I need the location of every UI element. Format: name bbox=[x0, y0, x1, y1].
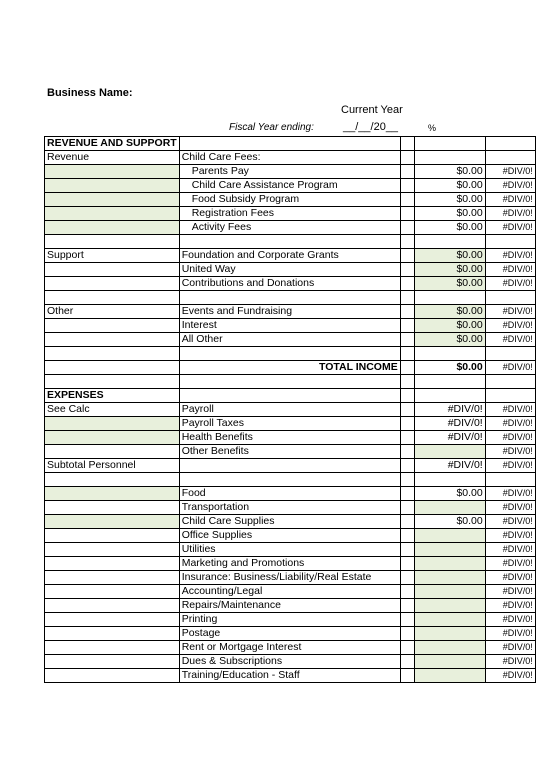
table-row bbox=[45, 249, 536, 263]
percent-cell: #DIV/0! bbox=[485, 669, 535, 683]
category-cell[interactable]: Other bbox=[45, 305, 180, 319]
table-row bbox=[45, 613, 536, 627]
amount-cell[interactable] bbox=[414, 235, 485, 249]
category-cell[interactable] bbox=[45, 193, 180, 207]
percent-cell: #DIV/0! bbox=[485, 459, 535, 473]
amount-cell[interactable] bbox=[414, 543, 485, 557]
table-row bbox=[45, 235, 536, 249]
category-cell[interactable]: REVENUE AND SUPPORT bbox=[45, 137, 180, 151]
table-row bbox=[45, 599, 536, 613]
amount-cell[interactable]: #DIV/0! bbox=[414, 417, 485, 431]
percent-cell bbox=[485, 235, 535, 249]
spacer-cell bbox=[400, 277, 414, 291]
spacer-cell bbox=[400, 305, 414, 319]
description-cell[interactable]: Child Care Assistance Program bbox=[179, 179, 400, 193]
amount-cell[interactable]: $0.00 bbox=[414, 221, 485, 235]
spacer-cell bbox=[400, 389, 414, 403]
category-cell[interactable]: Support bbox=[45, 249, 180, 263]
table-row bbox=[45, 137, 536, 151]
table-row bbox=[45, 389, 536, 403]
spacer-cell bbox=[400, 445, 414, 459]
description-cell[interactable] bbox=[179, 291, 400, 305]
spacer-cell bbox=[400, 333, 414, 347]
spacer-cell bbox=[400, 249, 414, 263]
amount-cell[interactable] bbox=[414, 557, 485, 571]
spacer-cell bbox=[400, 165, 414, 179]
percent-cell: #DIV/0! bbox=[485, 305, 535, 319]
amount-cell[interactable] bbox=[414, 445, 485, 459]
table-row bbox=[45, 501, 536, 515]
category-cell[interactable] bbox=[45, 641, 180, 655]
category-cell[interactable]: EXPENSES bbox=[45, 389, 180, 403]
spacer-cell bbox=[400, 627, 414, 641]
description-cell[interactable]: Food Subsidy Program bbox=[179, 193, 400, 207]
percent-cell: #DIV/0! bbox=[485, 221, 535, 235]
category-cell[interactable] bbox=[45, 543, 180, 557]
table-row bbox=[45, 277, 536, 291]
spacer-cell bbox=[400, 347, 414, 361]
percent-cell: #DIV/0! bbox=[485, 319, 535, 333]
spacer-cell bbox=[400, 585, 414, 599]
category-cell[interactable]: Revenue bbox=[45, 151, 180, 165]
description-cell[interactable]: Insurance: Business/Liability/Real Estate bbox=[179, 571, 400, 585]
spacer-cell bbox=[400, 291, 414, 305]
description-cell[interactable]: Child Care Supplies bbox=[179, 515, 400, 529]
percent-cell bbox=[485, 291, 535, 305]
table-row bbox=[45, 417, 536, 431]
spacer-cell bbox=[400, 669, 414, 683]
category-cell[interactable] bbox=[45, 319, 180, 333]
spacer-cell bbox=[400, 473, 414, 487]
amount-cell[interactable] bbox=[414, 529, 485, 543]
description-cell[interactable] bbox=[179, 375, 400, 389]
table-row bbox=[45, 459, 536, 473]
category-cell[interactable]: See Calc bbox=[45, 403, 180, 417]
spacer-cell bbox=[400, 515, 414, 529]
category-cell[interactable] bbox=[45, 221, 180, 235]
table-row bbox=[45, 305, 536, 319]
description-cell[interactable]: Transportation bbox=[179, 501, 400, 515]
table-row bbox=[45, 445, 536, 459]
category-cell[interactable] bbox=[45, 557, 180, 571]
description-cell[interactable] bbox=[179, 347, 400, 361]
percent-cell: #DIV/0! bbox=[485, 599, 535, 613]
spacer-cell bbox=[400, 361, 414, 375]
amount-cell[interactable] bbox=[414, 599, 485, 613]
description-cell[interactable]: Parents Pay bbox=[179, 165, 400, 179]
description-cell[interactable]: Contributions and Donations bbox=[179, 277, 400, 291]
category-cell[interactable] bbox=[45, 263, 180, 277]
table-row bbox=[45, 515, 536, 529]
description-cell[interactable]: Utilities bbox=[179, 543, 400, 557]
description-cell[interactable]: All Other bbox=[179, 333, 400, 347]
spacer-cell bbox=[400, 417, 414, 431]
table-row bbox=[45, 641, 536, 655]
amount-cell[interactable]: #DIV/0! bbox=[414, 431, 485, 445]
category-cell[interactable] bbox=[45, 501, 180, 515]
category-cell[interactable] bbox=[45, 165, 180, 179]
table-row bbox=[45, 207, 536, 221]
table-row bbox=[45, 179, 536, 193]
fiscal-year-label: Fiscal Year ending: bbox=[229, 122, 314, 133]
spacer-cell bbox=[400, 613, 414, 627]
spacer-cell bbox=[400, 403, 414, 417]
amount-cell[interactable]: $0.00 bbox=[414, 249, 485, 263]
description-cell[interactable]: Training/Education - Staff bbox=[179, 669, 400, 683]
amount-cell[interactable]: #DIV/0! bbox=[414, 459, 485, 473]
amount-cell[interactable]: $0.00 bbox=[414, 305, 485, 319]
category-cell[interactable] bbox=[45, 585, 180, 599]
description-cell[interactable]: Postage bbox=[179, 627, 400, 641]
table-row bbox=[45, 627, 536, 641]
percent-cell: #DIV/0! bbox=[485, 613, 535, 627]
spacer-cell bbox=[400, 263, 414, 277]
amount-cell[interactable] bbox=[414, 571, 485, 585]
category-cell[interactable] bbox=[45, 375, 180, 389]
spacer-cell bbox=[400, 137, 414, 151]
description-cell[interactable]: Health Benefits bbox=[179, 431, 400, 445]
description-cell[interactable] bbox=[179, 459, 400, 473]
description-cell[interactable]: Interest bbox=[179, 319, 400, 333]
percent-cell: #DIV/0! bbox=[485, 207, 535, 221]
percent-cell bbox=[485, 151, 535, 165]
category-cell[interactable]: Subtotal Personnel bbox=[45, 459, 180, 473]
amount-cell[interactable] bbox=[414, 375, 485, 389]
description-cell[interactable] bbox=[179, 137, 400, 151]
spacer-cell bbox=[400, 459, 414, 473]
spacer-cell bbox=[400, 431, 414, 445]
percent-cell: #DIV/0! bbox=[485, 431, 535, 445]
percent-cell: #DIV/0! bbox=[485, 249, 535, 263]
description-cell[interactable] bbox=[179, 235, 400, 249]
table-row bbox=[45, 543, 536, 557]
amount-cell[interactable] bbox=[414, 655, 485, 669]
description-cell[interactable]: Printing bbox=[179, 613, 400, 627]
spacer-cell bbox=[400, 235, 414, 249]
table-row bbox=[45, 529, 536, 543]
table-row bbox=[45, 263, 536, 277]
description-cell[interactable]: Dues & Subscriptions bbox=[179, 655, 400, 669]
category-cell[interactable] bbox=[45, 235, 180, 249]
spacer-cell bbox=[400, 207, 414, 221]
spacer-cell bbox=[400, 543, 414, 557]
percent-cell: #DIV/0! bbox=[485, 501, 535, 515]
table-row bbox=[45, 375, 536, 389]
table-row bbox=[45, 151, 536, 165]
percent-cell: #DIV/0! bbox=[485, 585, 535, 599]
percent-cell: #DIV/0! bbox=[485, 361, 535, 375]
amount-cell[interactable]: $0.00 bbox=[414, 361, 485, 375]
spacer-cell bbox=[400, 193, 414, 207]
amount-cell[interactable] bbox=[414, 501, 485, 515]
amount-cell[interactable] bbox=[414, 347, 485, 361]
category-cell[interactable] bbox=[45, 347, 180, 361]
spacer-cell bbox=[400, 641, 414, 655]
spacer-cell bbox=[400, 319, 414, 333]
amount-cell[interactable]: $0.00 bbox=[414, 207, 485, 221]
spacer-cell bbox=[400, 487, 414, 501]
description-cell[interactable]: Registration Fees bbox=[179, 207, 400, 221]
current-year-label: Current Year bbox=[341, 104, 403, 116]
category-cell[interactable] bbox=[45, 529, 180, 543]
percent-cell: #DIV/0! bbox=[485, 193, 535, 207]
table-row bbox=[45, 403, 536, 417]
amount-cell[interactable] bbox=[414, 669, 485, 683]
category-cell[interactable] bbox=[45, 445, 180, 459]
percent-cell: #DIV/0! bbox=[485, 277, 535, 291]
spacer-cell bbox=[400, 375, 414, 389]
description-cell[interactable]: Repairs/Maintenance bbox=[179, 599, 400, 613]
description-cell[interactable]: TOTAL INCOME bbox=[179, 361, 400, 375]
category-cell[interactable] bbox=[45, 417, 180, 431]
spacer-cell bbox=[400, 179, 414, 193]
amount-cell[interactable]: $0.00 bbox=[414, 263, 485, 277]
spacer-cell bbox=[400, 571, 414, 585]
description-cell[interactable]: Events and Fundraising bbox=[179, 305, 400, 319]
table-row bbox=[45, 557, 536, 571]
amount-cell[interactable] bbox=[414, 585, 485, 599]
category-cell[interactable] bbox=[45, 487, 180, 501]
percent-cell bbox=[485, 389, 535, 403]
description-cell[interactable]: Food bbox=[179, 487, 400, 501]
percent-cell: #DIV/0! bbox=[485, 557, 535, 571]
table-row bbox=[45, 669, 536, 683]
category-cell[interactable] bbox=[45, 473, 180, 487]
category-cell[interactable] bbox=[45, 669, 180, 683]
percent-cell: #DIV/0! bbox=[485, 571, 535, 585]
spacer-cell bbox=[400, 221, 414, 235]
table-row bbox=[45, 333, 536, 347]
category-cell[interactable] bbox=[45, 333, 180, 347]
spacer-cell bbox=[400, 599, 414, 613]
table-row bbox=[45, 291, 536, 305]
amount-cell[interactable]: #DIV/0! bbox=[414, 403, 485, 417]
table-row bbox=[45, 655, 536, 669]
table-row bbox=[45, 585, 536, 599]
category-cell[interactable] bbox=[45, 431, 180, 445]
category-cell[interactable] bbox=[45, 655, 180, 669]
percent-cell bbox=[485, 137, 535, 151]
percent-cell: #DIV/0! bbox=[485, 179, 535, 193]
budget-table bbox=[44, 136, 536, 683]
percent-cell: #DIV/0! bbox=[485, 333, 535, 347]
category-cell[interactable] bbox=[45, 361, 180, 375]
amount-cell[interactable]: $0.00 bbox=[414, 165, 485, 179]
description-cell[interactable]: Payroll Taxes bbox=[179, 417, 400, 431]
table-row bbox=[45, 347, 536, 361]
amount-cell[interactable]: $0.00 bbox=[414, 515, 485, 529]
percent-cell bbox=[485, 473, 535, 487]
percent-cell: #DIV/0! bbox=[485, 165, 535, 179]
amount-cell[interactable] bbox=[414, 641, 485, 655]
description-cell[interactable]: United Way bbox=[179, 263, 400, 277]
amount-cell[interactable] bbox=[414, 613, 485, 627]
category-cell[interactable] bbox=[45, 613, 180, 627]
percent-cell: #DIV/0! bbox=[485, 403, 535, 417]
spacer-cell bbox=[400, 557, 414, 571]
category-cell[interactable] bbox=[45, 515, 180, 529]
percent-cell bbox=[485, 347, 535, 361]
table-row bbox=[45, 571, 536, 585]
amount-cell[interactable]: $0.00 bbox=[414, 487, 485, 501]
description-cell[interactable] bbox=[179, 389, 400, 403]
amount-cell[interactable]: $0.00 bbox=[414, 277, 485, 291]
description-cell[interactable]: Payroll bbox=[179, 403, 400, 417]
percent-cell: #DIV/0! bbox=[485, 487, 535, 501]
description-cell[interactable] bbox=[179, 473, 400, 487]
percent-cell: #DIV/0! bbox=[485, 445, 535, 459]
amount-cell[interactable]: $0.00 bbox=[414, 333, 485, 347]
percent-cell: #DIV/0! bbox=[485, 263, 535, 277]
table-row bbox=[45, 361, 536, 375]
amount-cell[interactable] bbox=[414, 389, 485, 403]
description-cell[interactable]: Accounting/Legal bbox=[179, 585, 400, 599]
category-cell[interactable] bbox=[45, 627, 180, 641]
spacer-cell bbox=[400, 529, 414, 543]
percent-header: % bbox=[428, 123, 437, 133]
description-cell[interactable]: Other Benefits bbox=[179, 445, 400, 459]
category-cell[interactable] bbox=[45, 277, 180, 291]
table-row bbox=[45, 431, 536, 445]
category-cell[interactable] bbox=[45, 179, 180, 193]
table-row bbox=[45, 193, 536, 207]
amount-cell[interactable]: $0.00 bbox=[414, 193, 485, 207]
fiscal-date-field[interactable]: __/__/20__ bbox=[343, 121, 399, 133]
spacer-cell bbox=[400, 501, 414, 515]
amount-cell[interactable]: $0.00 bbox=[414, 179, 485, 193]
description-cell[interactable]: Rent or Mortgage Interest bbox=[179, 641, 400, 655]
amount-cell[interactable] bbox=[414, 291, 485, 305]
table-row bbox=[45, 221, 536, 235]
percent-cell: #DIV/0! bbox=[485, 417, 535, 431]
percent-cell: #DIV/0! bbox=[485, 655, 535, 669]
percent-cell: #DIV/0! bbox=[485, 515, 535, 529]
business-name-label: Business Name: bbox=[47, 87, 133, 99]
percent-cell: #DIV/0! bbox=[485, 529, 535, 543]
percent-cell bbox=[485, 375, 535, 389]
table-row bbox=[45, 473, 536, 487]
category-cell[interactable] bbox=[45, 599, 180, 613]
description-cell[interactable]: Marketing and Promotions bbox=[179, 557, 400, 571]
percent-cell: #DIV/0! bbox=[485, 543, 535, 557]
category-cell[interactable] bbox=[45, 291, 180, 305]
amount-cell[interactable] bbox=[414, 151, 485, 165]
table-row bbox=[45, 319, 536, 333]
category-cell[interactable] bbox=[45, 571, 180, 585]
amount-cell[interactable] bbox=[414, 137, 485, 151]
amount-cell[interactable]: $0.00 bbox=[414, 319, 485, 333]
category-cell[interactable] bbox=[45, 207, 180, 221]
table-row bbox=[45, 487, 536, 501]
description-cell[interactable]: Child Care Fees: bbox=[179, 151, 400, 165]
description-cell[interactable]: Office Supplies bbox=[179, 529, 400, 543]
percent-cell: #DIV/0! bbox=[485, 627, 535, 641]
percent-cell: #DIV/0! bbox=[485, 641, 535, 655]
spacer-cell bbox=[400, 151, 414, 165]
spacer-cell bbox=[400, 655, 414, 669]
amount-cell[interactable] bbox=[414, 627, 485, 641]
table-row bbox=[45, 165, 536, 179]
description-cell[interactable]: Activity Fees bbox=[179, 221, 400, 235]
amount-cell[interactable] bbox=[414, 473, 485, 487]
description-cell[interactable]: Foundation and Corporate Grants bbox=[179, 249, 400, 263]
